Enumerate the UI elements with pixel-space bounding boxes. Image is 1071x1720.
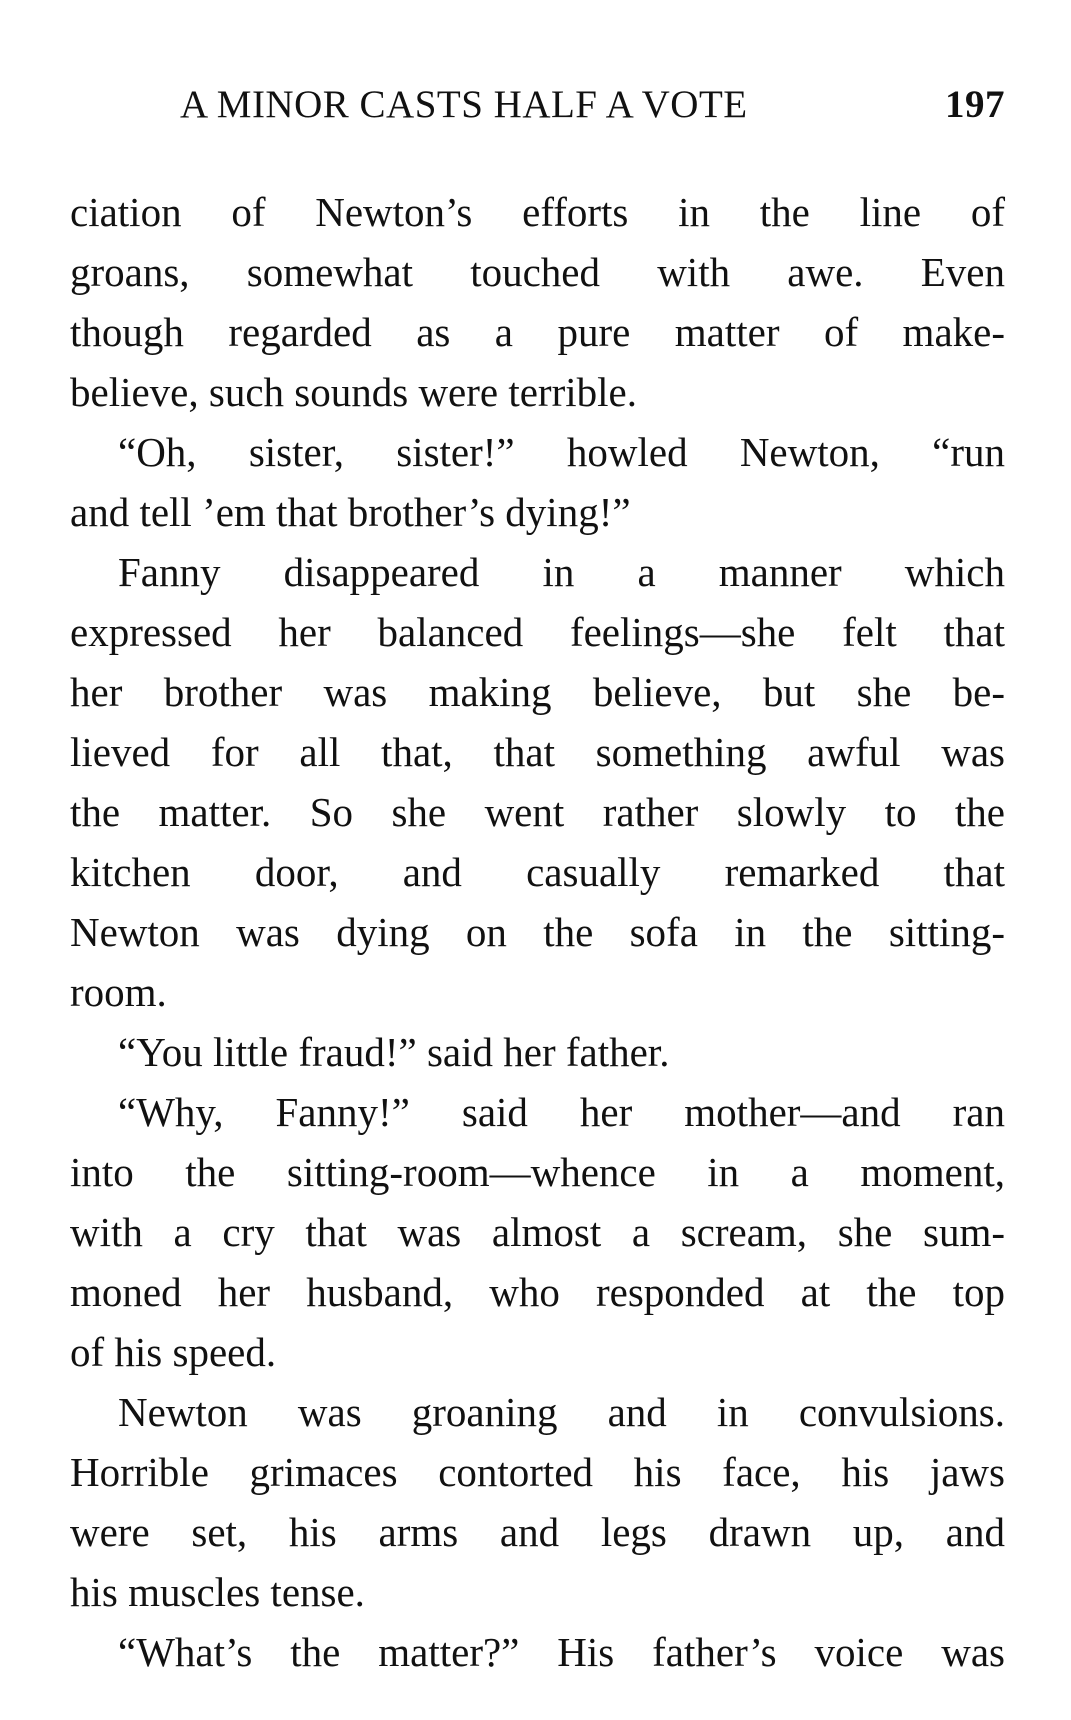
text-line: “What’s the matter?” His father’s voice was xyxy=(118,1629,1005,1675)
text-line: room. xyxy=(70,969,167,1015)
text-line: ciation of Newton’s efforts in the line of xyxy=(70,189,1005,235)
text-line: Newton was groaning and in convulsions. xyxy=(118,1389,1005,1435)
body-text xyxy=(70,182,1005,1682)
text-line: moned her husband, who responded at the top xyxy=(70,1269,1005,1315)
text-line: groans, somewhat touched with awe. Even xyxy=(70,249,1005,295)
text-line: her brother was making believe, but she be- xyxy=(70,669,1005,715)
text-line: were set, his arms and legs drawn up, and xyxy=(70,1509,1005,1555)
text-line: and tell ’em that brother’s dying!” xyxy=(70,489,631,535)
text-line: “Why, Fanny!” said her mother—and ran xyxy=(118,1089,1005,1135)
text-line: of his speed. xyxy=(70,1329,277,1375)
text-line: the matter. So she went rather slowly to the xyxy=(70,789,1005,835)
text-line: his muscles tense. xyxy=(70,1569,365,1615)
text-line: kitchen door, and casually remarked that xyxy=(70,849,1005,895)
text-line: into the sitting-room—whence in a moment, xyxy=(70,1149,1005,1195)
text-line: with a cry that was almost a scream, she sum- xyxy=(70,1209,1005,1255)
text-line: “Oh, sister, sister!” howled Newton, “run xyxy=(118,429,1005,475)
chapter-title: A MINOR CASTS HALF A VOTE xyxy=(180,83,748,126)
text-line: Fanny disappeared in a manner which xyxy=(118,549,1005,595)
text-line: expressed her balanced feelings—she felt that xyxy=(70,609,1005,655)
text-line: believe, such sounds were terrible. xyxy=(70,369,637,415)
page-number: 197 xyxy=(945,83,1005,126)
text-line: Newton was dying on the sofa in the sitting- xyxy=(70,909,1005,955)
text-line: though regarded as a pure matter of make- xyxy=(70,309,1005,355)
text-line: “You little fraud!” said her father. xyxy=(118,1029,670,1075)
running-head xyxy=(180,78,1005,132)
text-line: Horrible grimaces contorted his face, his jaws xyxy=(70,1449,1005,1495)
text-line: lieved for all that, that something awful was xyxy=(70,729,1005,775)
